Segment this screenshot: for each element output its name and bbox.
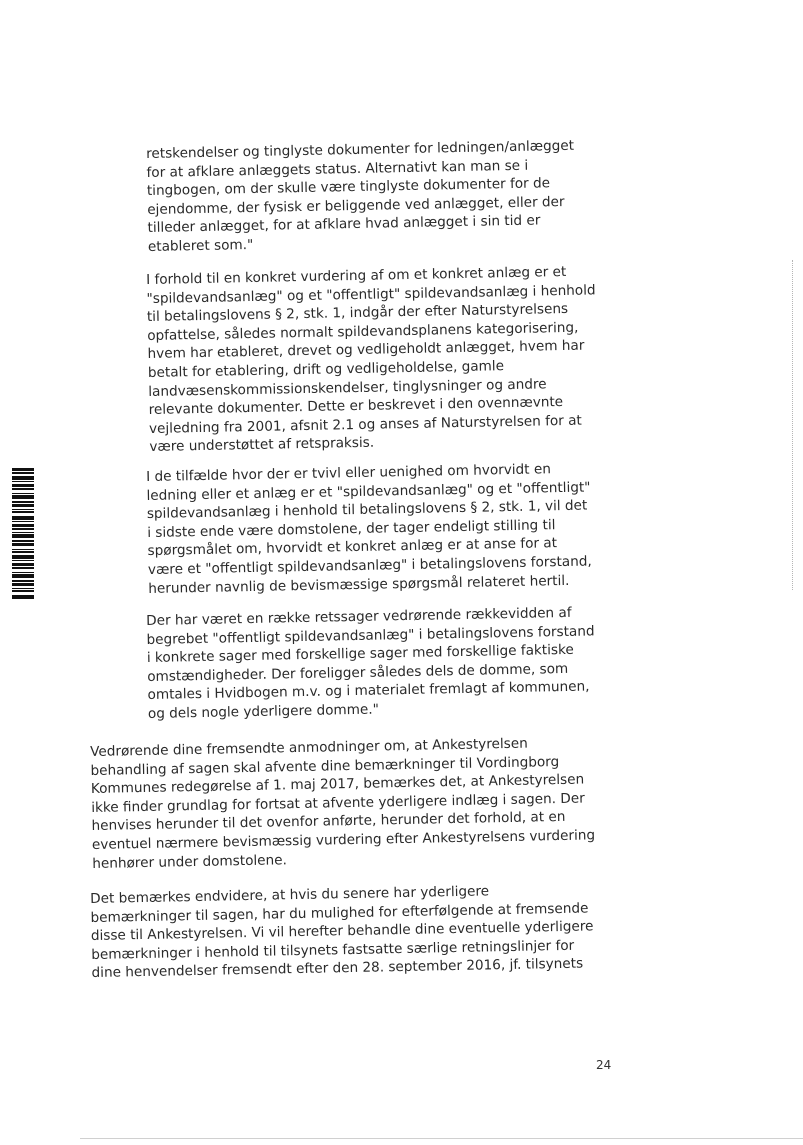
text-line: Vedrørende dine fremsendte anmodninger om, at Ankestyrelsen: [90, 735, 528, 760]
text-line: Kommunes redegørelse af 1. maj 2017, bemærkes det, at Ankestyrelsen: [90, 771, 585, 798]
text-line: landvæsenskommissionskendelser, tinglysninger og andre: [148, 375, 547, 400]
text-line: Der har været en række retssager vedrørende rækkevidden af: [146, 604, 572, 629]
text-line: ledning eller et anlæg er et "spildevandsanlæg" og et "offentligt": [146, 479, 591, 504]
text-line: I forhold til en konkret vurdering af om et konkret anlæg er et: [146, 263, 567, 288]
text-line: omtales i Hvidbogen m.v. og i materialet fremlagt af kommunen,: [147, 678, 590, 704]
text-line: ejendomme, der fysisk er beliggende ved anlægget, eller der: [147, 193, 565, 218]
text-line: behandling af sagen skal afvente dine bemærkninger til Vordingborg: [90, 753, 560, 779]
text-line: spørgsmålet om, hvorvidt et konkret anlæg er at anse for at: [147, 535, 558, 560]
text-line: være understøttet af retspraksis.: [149, 434, 375, 456]
text-line: begrebet "offentligt spildevandsanlæg" i betalingslovens forstand: [146, 622, 595, 648]
quote-paragraph-3: [146, 459, 618, 598]
text-line: retskendelser og tinglyste dokumenter for ledningen/anlægget: [146, 137, 575, 162]
text-line: bemærkninger i henhold til tilsynets fastsatte særlige retningslinjer for: [91, 937, 575, 963]
text-line: etableret som.": [147, 236, 254, 255]
quote-paragraph-4: [146, 603, 618, 724]
page-number: 24: [596, 1058, 612, 1072]
text-line: disse til Ankestyrelsen. Vi vil herefter behandle dine eventuelle yderligere: [90, 918, 594, 945]
barcode-icon: [12, 468, 34, 622]
text-line: hvem har etableret, drevet og vedligeholdt anlægget, hvem har: [147, 337, 585, 363]
text-line: i konkrete sager med forskellige sager med forskellige faktiske: [146, 641, 574, 667]
text-line: i sidste ende være domstolene, der tager endeligt stilling til: [147, 516, 556, 541]
body-paragraph-1: [90, 733, 622, 873]
text-line: vejledning fra 2001, afsnit 2.1 og anses af Naturstyrelsen for at: [148, 412, 582, 437]
text-line: "spildevandsanlæg" og et "offentligt" spildevandsanlæg i henhold: [146, 281, 596, 307]
text-line: opfattelse, således normalt spildevandsplanens kategorisering,: [147, 319, 579, 344]
text-line: omstændigheder. Der foreligger således dels de domme, som: [147, 660, 569, 685]
text-line: eventuel nærmere bevismæssig vurdering efter Ankestyrelsens vurdering: [91, 827, 596, 853]
text-line: og dels nogle yderligere domme.": [147, 701, 380, 722]
side-print-mark: [792, 260, 801, 590]
text-line: dine henvendelser fremsendt efter den 28. september 2016, jf. tilsynets: [91, 955, 584, 982]
text-line: herunder navnlig de bevismæssige spørgsmål relateret hertil.: [148, 572, 570, 597]
text-line: være et "offentligt spildevandsanlæg" i betalingslovens forstand,: [147, 553, 592, 578]
quote-paragraph-1: [146, 136, 618, 257]
text-line: for at afklare anlæggets status. Alternativt kan man se i: [146, 157, 529, 181]
text-line: tingbogen, om der skulle være tinglyste dokumenter for de: [146, 175, 551, 200]
text-line: til betalingslovens § 2, stk. 1, indgår der efter Naturstyrelsens: [146, 301, 569, 326]
text-line: tilleder anlægget, for at afklare hvad anlægget i sin tid er: [147, 212, 541, 237]
text-line: betalt for etablering, drift og vedligeholdelse, gamle: [147, 358, 505, 381]
text-line: relevante dokumenter. Dette er beskrevet i den ovennævnte: [148, 394, 564, 419]
text-line: henvises herunder til det ovenfor anførte, herunder det forhold, at en: [91, 809, 566, 835]
text-line: bemærkninger til sagen, har du mulighed for efterfølgende at fremsende: [90, 900, 589, 926]
quote-paragraph-2: [146, 262, 619, 457]
text-line: henhører under domstolene.: [92, 851, 288, 872]
text-line: ikke finder grundlag for fortsat at afvente yderligere indlæg i sagen. Der: [91, 790, 585, 816]
body-paragraph-2: [90, 880, 622, 983]
page-edge-divider: [80, 1138, 803, 1139]
text-line: I de tilfælde hvor der er tvivl eller uenighed om hvorvidt en: [146, 461, 552, 485]
text-line: spildevandsanlæg i henhold til betalingslovens § 2, stk. 1, vil det: [146, 497, 588, 523]
text-line: Det bemærkes endvidere, at hvis du senere har yderligere: [90, 883, 490, 907]
